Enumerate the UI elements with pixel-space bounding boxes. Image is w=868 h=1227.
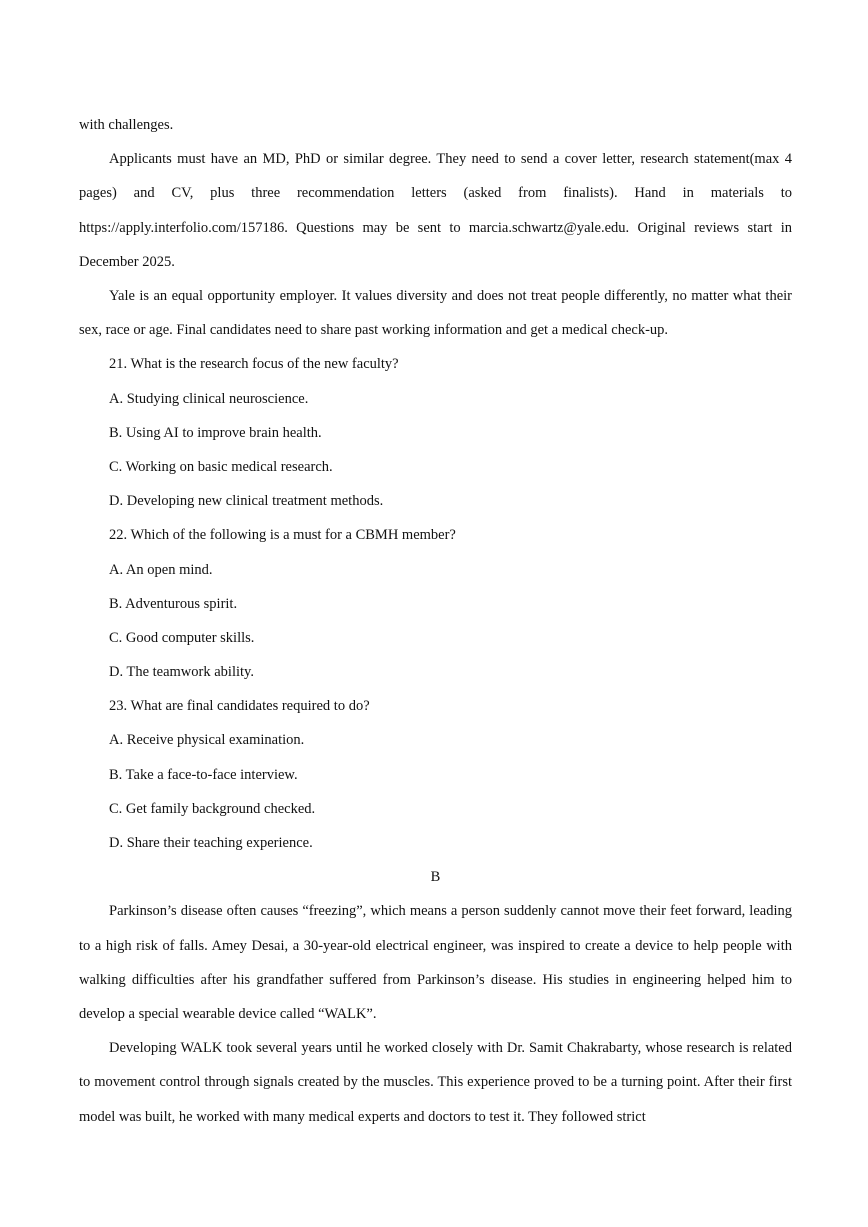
answer-option: A. An open mind. [109,561,213,578]
answer-option: C. Good computer skills. [109,629,255,646]
question-stem: 21. What is the research focus of the new faculty? [109,356,399,373]
paragraph-parkinsons-walk: Parkinson’s disease often causes “freezing”, which means a person suddenly cannot move their feet forward, leading to a high risk of falls. Amey Desai, a 30-year-old electrical engineer, was inspired to create a device to help people with walking difficulties after his grandfather suffered from Parkinson’s disease. His studies in engineering helped him to develop a special wearable device called “WALK”. [79,903,792,1023]
question-23 [79,689,792,860]
section-heading-b: B [430,869,441,886]
answer-option: A. Receive physical examination. [109,732,305,749]
paragraph-equal-opportunity: Yale is an equal opportunity employer. It values diversity and does not treat people differently, no matter what their sex, race or age. Final candidates need to share past working information and get a medical check-up. [79,288,792,339]
answer-option: C. Get family background checked. [109,800,316,817]
answer-option: A. Studying clinical neuroscience. [109,390,309,407]
answer-option: B. Using AI to improve brain health. [109,424,322,441]
answer-option: B. Take a face-to-face interview. [109,766,298,783]
question-21 [79,347,792,518]
answer-option: B. Adventurous spirit. [109,595,238,612]
question-22 [79,518,792,689]
answer-option: D. The teamwork ability. [109,664,254,681]
paragraph-continuation: with challenges. [79,117,174,133]
document-page [79,108,792,1134]
answer-option: D. Developing new clinical treatment methods. [109,493,384,510]
paragraph-developing-walk: Developing WALK took several years until he worked closely with Dr. Samit Chakrabarty, whose research is related to movement control through signals created by the muscles. This experience proved to be a turning point. After their first model was built, he worked with many medical experts and doctors to test it. They followed strict [79,1040,792,1125]
paragraph-application-requirements: Applicants must have an MD, PhD or similar degree. They need to send a cover letter, research statement(max 4 pages) and CV, plus three recommendation letters (asked from finalists). Hand in materials to https://apply.interfolio.com/157186. Questions may be sent to marcia.schwartz@yale.edu. Original reviews start in December 2025. [79,151,792,270]
question-stem: 22. Which of the following is a must for a CBMH member? [109,527,456,544]
answer-option: C. Working on basic medical research. [109,458,333,475]
answer-option: D. Share their teaching experience. [109,835,313,852]
question-stem: 23. What are final candidates required to do? [109,698,370,715]
